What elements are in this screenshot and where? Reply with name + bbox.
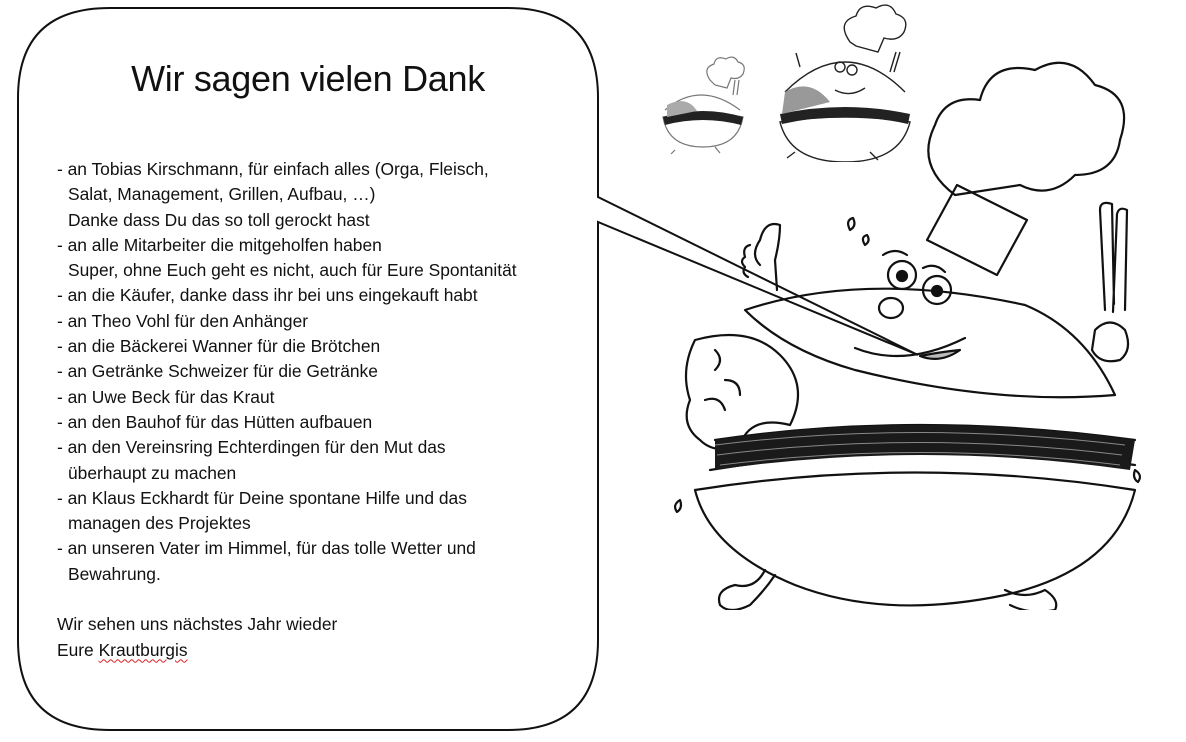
page-title: Wir sagen vielen Dank	[131, 58, 485, 99]
list-item: - an die Bäckerei Wanner für die Brötchen	[57, 336, 381, 357]
list-item: managen des Projektes	[68, 513, 251, 534]
list-item: - an den Bauhof für das Hütten aufbauen	[57, 411, 373, 432]
signature-prefix: Eure	[57, 639, 99, 660]
list-item: - an Tobias Kirschmann, für einfach alles (Orga, Fleisch,	[57, 159, 489, 179]
list-item: - an den Vereinsring Echterdingen für den Mut das	[57, 437, 446, 458]
list-item: - an Uwe Beck für das Kraut	[57, 386, 275, 407]
spacer	[57, 587, 597, 612]
list-item: Super, ohne Euch geht es nicht, auch für Eure Spontanität	[68, 260, 517, 281]
list-item: - an unseren Vater im Himmel, für das tolle Wetter und	[57, 538, 476, 559]
list-item: überhaupt zu machen	[68, 462, 237, 483]
burger-chef-mascot-icon	[655, 50, 1175, 610]
list-item: - an Klaus Eckhardt für Deine spontane Hilfe und das	[57, 487, 467, 508]
list-item: - an Getränke Schweizer für die Getränke	[57, 361, 378, 382]
signature	[57, 638, 597, 663]
list-item: Danke dass Du das so toll gerockt hast	[68, 209, 370, 230]
list-item: Bewahrung.	[68, 563, 161, 584]
list-item: - an alle Mitarbeiter die mitgeholfen haben	[57, 234, 382, 255]
signature-name: Krautburgis	[98, 639, 188, 660]
list-item: - an die Käufer, danke dass ihr bei uns eingekauft habt	[57, 285, 478, 306]
thank-you-list	[57, 157, 597, 663]
list-item: Salat, Management, Grillen, Aufbau, …)	[68, 184, 376, 205]
closing-line: Wir sehen uns nächstes Jahr wieder	[57, 614, 338, 635]
list-item: - an Theo Vohl für den Anhänger	[57, 310, 309, 331]
